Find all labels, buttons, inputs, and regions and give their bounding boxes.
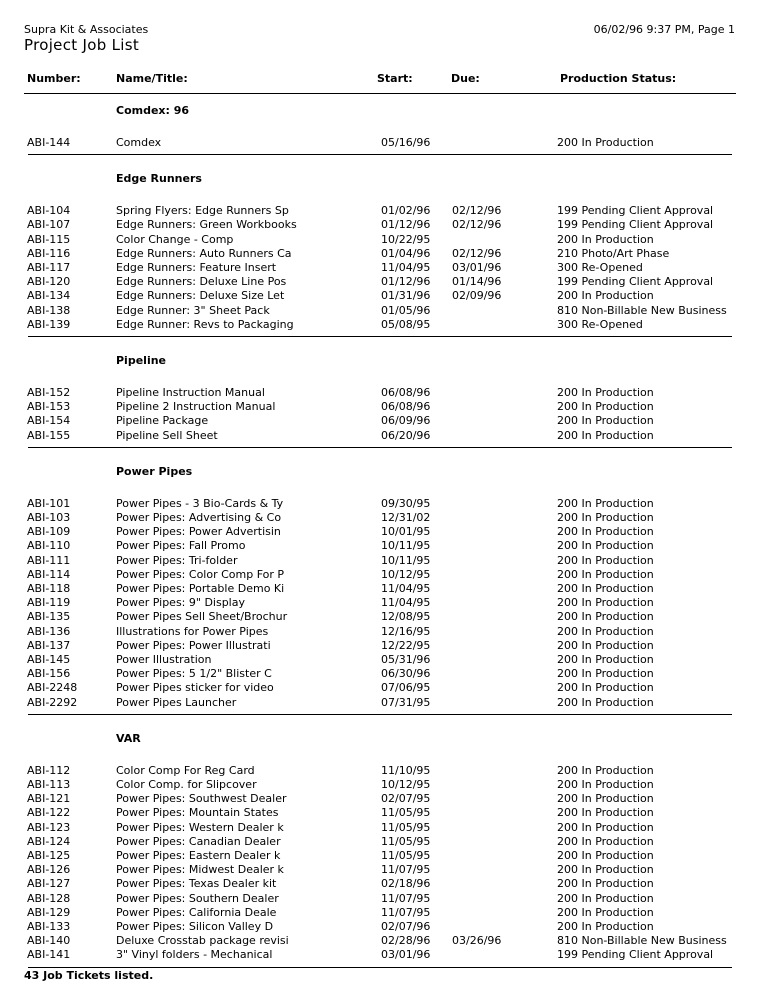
job-start-date: 11/10/95 [381, 763, 431, 777]
job-number: ABI-153 [27, 400, 71, 414]
job-start-date: 10/11/95 [381, 553, 431, 567]
job-number: ABI-126 [27, 863, 71, 877]
job-row [0, 681, 759, 695]
job-row [0, 906, 759, 920]
job-name: Power Pipes: Portable Demo Ki [116, 582, 285, 595]
job-number: ABI-116 [27, 246, 71, 260]
job-status: 200 In Production [557, 792, 654, 806]
job-start-date: 05/08/95 [381, 317, 431, 331]
job-number: ABI-109 [27, 525, 71, 539]
job-row [0, 863, 759, 877]
job-row [0, 821, 759, 835]
job-name: Edge Runner: 3" Sheet Pack [116, 303, 270, 317]
job-name: Power Pipes: Mountain States [116, 806, 279, 820]
job-row [0, 525, 759, 539]
job-number: ABI-155 [27, 428, 71, 442]
job-start-date: 11/04/95 [381, 582, 431, 595]
job-number: ABI-134 [27, 289, 71, 303]
job-row [0, 849, 759, 863]
job-name: Power Pipes - 3 Bio-Cards & Ty [116, 496, 284, 510]
job-row [0, 204, 759, 218]
job-row [0, 948, 759, 962]
job-number: ABI-120 [27, 275, 71, 289]
job-name: Power Pipes: Midwest Dealer k [116, 863, 284, 877]
job-number: ABI-137 [27, 638, 71, 652]
job-row [0, 497, 759, 511]
job-start-date: 11/05/95 [381, 849, 431, 862]
job-status: 200 In Production [557, 891, 654, 905]
job-name: Power Pipes Launcher [116, 695, 237, 709]
job-name: Illustrations for Power Pipes [116, 624, 269, 638]
job-status: 199 Pending Client Approval [557, 204, 714, 218]
group-title: Edge Runners [116, 172, 202, 186]
job-start-date: 02/18/96 [381, 877, 431, 891]
job-row [0, 653, 759, 667]
job-name: Power Pipes: Canadian Dealer [116, 834, 281, 848]
group-title: Comdex: 96 [116, 104, 190, 117]
job-due-date: 02/09/96 [452, 289, 502, 303]
group-divider [28, 967, 732, 968]
group-divider [28, 714, 732, 715]
job-start-date: 06/08/96 [381, 386, 431, 399]
job-start-date: 10/12/95 [381, 567, 431, 581]
job-row [0, 667, 759, 681]
job-name: Pipeline Instruction Manual [116, 386, 265, 399]
job-start-date: 10/11/95 [381, 539, 431, 553]
job-number: ABI-141 [27, 948, 71, 962]
job-start-date: 06/30/96 [381, 667, 431, 681]
job-name: Power Pipes: 5 1/2" Blister C [116, 667, 272, 681]
job-start-date: 11/05/95 [381, 834, 431, 848]
job-row [0, 582, 759, 596]
job-row [0, 892, 759, 906]
job-number: ABI-144 [27, 136, 71, 149]
job-status: 200 In Production [557, 820, 654, 834]
job-status: 200 In Production [557, 905, 654, 919]
job-name: Edge Runners: Green Workbooks [116, 218, 297, 232]
job-row [0, 639, 759, 653]
job-status: 300 Re-Opened [557, 261, 643, 274]
job-start-date: 01/31/96 [381, 289, 431, 303]
job-name: Power Pipes: Eastern Dealer k [116, 849, 281, 862]
job-status: 200 In Production [557, 539, 654, 553]
job-row [0, 568, 759, 582]
job-status: 200 In Production [557, 596, 654, 610]
job-status: 199 Pending Client Approval [557, 218, 714, 232]
column-header-due: Due: [451, 72, 480, 85]
job-name: Edge Runners: Auto Runners Ca [116, 246, 292, 260]
job-start-date: 11/04/95 [381, 261, 431, 274]
job-name: Pipeline 2 Instruction Manual [116, 400, 276, 414]
job-name: Comdex [116, 136, 162, 149]
job-status: 200 In Production [557, 695, 654, 709]
job-status: 200 In Production [557, 582, 654, 595]
job-status: 200 In Production [557, 653, 654, 666]
job-start-date: 02/07/96 [381, 920, 431, 933]
job-status: 200 In Production [557, 806, 654, 820]
job-start-date: 10/12/95 [381, 778, 431, 791]
job-start-date: 01/12/96 [381, 275, 431, 289]
column-header-start: Start: [377, 72, 413, 85]
job-row [0, 920, 759, 934]
job-name: Power Pipes: Texas Dealer kit [116, 877, 277, 891]
job-name: Power Pipes: Advertising & Co [116, 511, 282, 524]
job-number: ABI-2248 [27, 681, 78, 695]
job-status: 200 In Production [557, 778, 654, 791]
group-title: Pipeline [116, 354, 166, 367]
group-title: Power Pipes [116, 464, 193, 478]
job-number: ABI-140 [27, 934, 71, 948]
job-name: Color Comp. for Slipcover [116, 778, 257, 791]
job-due-date: 01/14/96 [452, 275, 502, 289]
job-row [0, 806, 759, 820]
job-start-date: 01/05/96 [381, 303, 431, 317]
job-number: ABI-129 [27, 905, 71, 919]
job-row [0, 304, 759, 318]
job-count-summary: 43 Job Tickets listed. [24, 969, 154, 982]
job-name: Edge Runners: Deluxe Size Let [116, 289, 285, 303]
job-due-date: 02/12/96 [452, 204, 502, 218]
job-number: ABI-107 [27, 218, 71, 232]
column-header-name: Name/Title: [116, 72, 188, 85]
group-title: VAR [116, 731, 141, 745]
job-row [0, 764, 759, 778]
job-name: Pipeline Package [116, 414, 209, 428]
job-number: ABI-112 [27, 763, 71, 777]
job-name: Power Pipes: Power Illustrati [116, 638, 271, 652]
job-row [0, 233, 759, 247]
job-row [0, 934, 759, 948]
job-start-date: 06/08/96 [381, 400, 431, 414]
job-number: ABI-123 [27, 820, 71, 834]
job-status: 200 In Production [557, 849, 654, 862]
job-start-date: 12/31/02 [381, 511, 431, 524]
job-name: Deluxe Crosstab package revisi [116, 934, 289, 948]
job-name: Power Pipes: California Deale [116, 905, 277, 919]
job-start-date: 11/07/95 [381, 863, 431, 877]
job-name: Power Pipes: Color Comp For P [116, 567, 285, 581]
job-start-date: 02/28/96 [381, 934, 431, 948]
job-row [0, 275, 759, 289]
job-name: Power Pipes: Western Dealer k [116, 820, 284, 834]
job-number: ABI-136 [27, 624, 71, 638]
job-number: ABI-139 [27, 317, 71, 331]
column-header-status: Production Status: [560, 72, 677, 85]
job-name: 3" Vinyl folders - Mechanical [116, 948, 273, 962]
report-title: Project Job List [24, 36, 139, 54]
job-number: ABI-2292 [27, 695, 78, 709]
job-row [0, 247, 759, 261]
job-name: Spring Flyers: Edge Runners Sp [116, 204, 289, 218]
job-row [0, 778, 759, 792]
job-row [0, 218, 759, 232]
job-status: 199 Pending Client Approval [557, 948, 714, 962]
job-number: ABI-145 [27, 653, 71, 666]
job-number: ABI-124 [27, 834, 71, 848]
job-status: 200 In Production [557, 428, 654, 442]
job-status: 200 In Production [557, 386, 654, 399]
job-row [0, 835, 759, 849]
job-due-date: 03/26/96 [452, 934, 502, 948]
job-start-date: 07/06/95 [381, 681, 431, 695]
job-row [0, 596, 759, 610]
job-row [0, 511, 759, 525]
job-status: 200 In Production [557, 834, 654, 848]
job-number: ABI-121 [27, 792, 71, 806]
job-start-date: 12/22/95 [381, 638, 431, 652]
job-name: Power Pipes: 9" Display [116, 596, 245, 610]
job-start-date: 10/01/95 [381, 525, 431, 539]
job-status: 200 In Production [557, 877, 654, 891]
job-name: Edge Runners: Deluxe Line Pos [116, 275, 287, 289]
company-name: Supra Kit & Associates [24, 23, 149, 36]
job-name: Color Comp For Reg Card [116, 763, 255, 777]
job-name: Power Pipes: Southwest Dealer [116, 792, 287, 806]
job-status: 200 In Production [557, 496, 654, 510]
job-due-date: 03/01/96 [452, 261, 502, 274]
job-number: ABI-128 [27, 891, 71, 905]
job-number: ABI-135 [27, 610, 71, 624]
job-row [0, 318, 759, 332]
job-number: ABI-113 [27, 778, 71, 791]
job-name: Power Pipes: Power Advertisin [116, 525, 281, 539]
job-row [0, 554, 759, 568]
job-status: 200 In Production [557, 232, 654, 246]
job-number: ABI-156 [27, 667, 71, 681]
job-number: ABI-119 [27, 596, 71, 610]
job-number: ABI-110 [27, 539, 71, 553]
job-start-date: 07/31/95 [381, 695, 431, 709]
job-row [0, 289, 759, 303]
job-number: ABI-118 [27, 582, 71, 595]
job-number: ABI-103 [27, 511, 71, 524]
job-name: Power Pipes: Southern Dealer [116, 891, 279, 905]
job-number: ABI-125 [27, 849, 71, 862]
job-start-date: 02/07/95 [381, 792, 431, 806]
job-number: ABI-114 [27, 567, 71, 581]
job-name: Power Pipes: Silicon Valley D [116, 920, 274, 933]
job-row [0, 429, 759, 443]
job-number: ABI-138 [27, 303, 71, 317]
group-divider [28, 336, 732, 337]
job-row [0, 792, 759, 806]
job-start-date: 11/07/95 [381, 891, 431, 905]
job-start-date: 01/04/96 [381, 246, 431, 260]
job-name: Power Pipes sticker for video [116, 681, 274, 695]
job-status: 200 In Production [557, 763, 654, 777]
job-number: ABI-111 [27, 553, 71, 567]
job-row [0, 539, 759, 553]
job-name: Power Pipes Sell Sheet/Brochur [116, 610, 288, 624]
job-start-date: 05/16/96 [381, 136, 431, 149]
job-number: ABI-127 [27, 877, 71, 891]
job-start-date: 11/07/95 [381, 905, 431, 919]
job-name: Power Pipes: Tri-folder [116, 553, 238, 567]
job-start-date: 03/01/96 [381, 948, 431, 962]
job-row [0, 610, 759, 624]
job-number: ABI-117 [27, 261, 71, 274]
job-start-date: 12/08/95 [381, 610, 431, 624]
job-row [0, 877, 759, 891]
job-start-date: 06/09/96 [381, 414, 431, 428]
job-name: Edge Runner: Revs to Packaging [116, 317, 294, 331]
job-row [0, 261, 759, 275]
job-status: 200 In Production [557, 638, 654, 652]
job-status: 200 In Production [557, 525, 654, 539]
job-status: 200 In Production [557, 289, 654, 303]
job-start-date: 05/31/96 [381, 653, 431, 666]
job-start-date: 01/12/96 [381, 218, 431, 232]
job-status: 200 In Production [557, 567, 654, 581]
job-due-date: 02/12/96 [452, 218, 502, 232]
job-status: 210 Photo/Art Phase [557, 246, 670, 260]
group-divider [28, 447, 732, 448]
job-row [0, 400, 759, 414]
job-number: ABI-133 [27, 920, 71, 933]
job-start-date: 06/20/96 [381, 428, 431, 442]
job-status: 200 In Production [557, 624, 654, 638]
job-status: 200 In Production [557, 400, 654, 414]
job-status: 200 In Production [557, 511, 654, 524]
job-name: Edge Runners: Feature Insert [116, 261, 277, 274]
header-divider [24, 93, 736, 94]
job-start-date: 09/30/95 [381, 496, 431, 510]
job-status: 200 In Production [557, 610, 654, 624]
job-status: 200 In Production [557, 136, 654, 149]
job-number: ABI-104 [27, 204, 71, 218]
job-row [0, 414, 759, 428]
job-start-date: 01/02/96 [381, 204, 431, 218]
job-row [0, 136, 759, 150]
job-number: ABI-152 [27, 386, 71, 399]
job-row [0, 696, 759, 710]
job-status: 300 Re-Opened [557, 317, 643, 331]
job-row [0, 386, 759, 400]
job-name: Pipeline Sell Sheet [116, 428, 218, 442]
job-name: Power Illustration [116, 653, 212, 666]
job-start-date: 10/22/95 [381, 232, 431, 246]
job-status: 810 Non-Billable New Business [557, 934, 727, 948]
column-header-number: Number: [27, 72, 81, 85]
job-start-date: 11/04/95 [381, 596, 431, 610]
job-number: ABI-122 [27, 806, 71, 820]
job-status: 200 In Production [557, 920, 654, 933]
job-start-date: 11/05/95 [381, 820, 431, 834]
job-status: 199 Pending Client Approval [557, 275, 714, 289]
job-status: 200 In Production [557, 553, 654, 567]
job-status: 200 In Production [557, 414, 654, 428]
job-name: Power Pipes: Fall Promo [116, 539, 246, 553]
job-start-date: 11/05/95 [381, 806, 431, 820]
job-status: 200 In Production [557, 681, 654, 695]
job-name: Color Change - Comp [116, 232, 234, 246]
group-divider [28, 154, 732, 155]
job-number: ABI-154 [27, 414, 71, 428]
job-start-date: 12/16/95 [381, 624, 431, 638]
job-row [0, 625, 759, 639]
job-due-date: 02/12/96 [452, 246, 502, 260]
job-status: 200 In Production [557, 667, 654, 681]
job-status: 200 In Production [557, 863, 654, 877]
job-number: ABI-115 [27, 232, 71, 246]
job-status: 810 Non-Billable New Business [557, 303, 727, 317]
report-date-page: 06/02/96 9:37 PM, Page 1 [593, 23, 735, 36]
job-number: ABI-101 [27, 496, 71, 510]
